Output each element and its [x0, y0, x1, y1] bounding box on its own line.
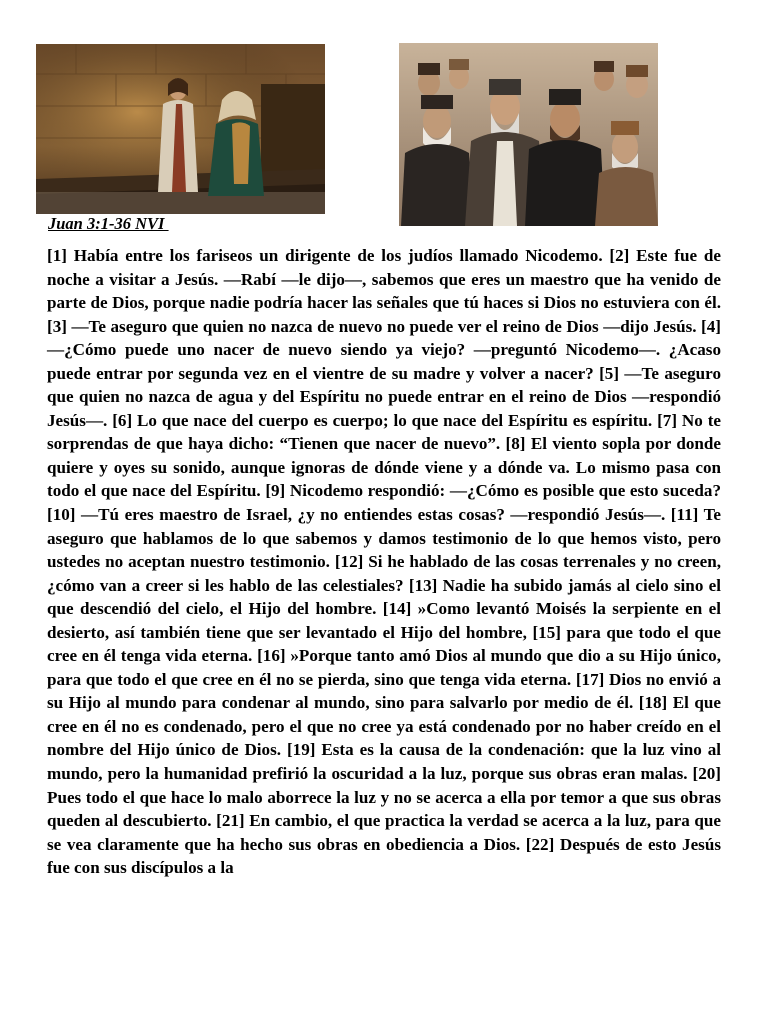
night-scene-illustration [36, 44, 325, 214]
pharisees-group-image [399, 43, 658, 226]
pharisees-illustration [399, 43, 658, 226]
jesus-nicodemus-night-scene-image [36, 44, 325, 214]
scripture-reference: Juan 3:1-36 NVI [48, 214, 169, 233]
scripture-passage: [1] Había entre los fariseos un dirigente de los judíos llamado Nicodemo. [2] Este fue de noche a visitar a Jesús. —Rabí —le dijo—, sabemos que eres un maestro que ha venido de parte de Dios, porque nadie podría hacer las señales que tú haces si Dios no estuviera con él. [3] —Te aseguro que quien no nazca de nuevo no puede ver el reino de Dios —dijo Jesús. [4] —¿Cómo puede uno nacer de nuevo siendo ya viejo? —preguntó Nicodemo—. ¿Acaso puede entrar por segunda vez en el vientre de su madre y volver a nacer? [5] —Te aseguro que quien no nazca de agua y del Espíritu no puede entrar en el reino de Dios —respondió Jesús—. [6] Lo que nace del cuerpo es cuerpo; lo que nace del Espíritu es espíritu. [7] No te sorprendas de que haya dicho: “Tienen que nacer de nuevo”. [8] El viento sopla por donde quiere y oyes su sonido, aunque ignoras de dónde viene y a dónde va. Lo mismo pasa con todo el que nace del Espíritu. [9] Nicodemo respondió: —¿Cómo es posible que esto suceda? [10] —Tú eres maestro de Israel, ¿y no entiendes estas cosas? —respondió Jesús—. [11] Te aseguro que hablamos de lo que sabemos y damos testimonio de lo que hemos visto, pero ustedes no aceptan nuestro testimonio. [12] Si he hablado de las cosas terrenales y no creen, ¿cómo van a creer si les hablo de las celestiales? [13] Nadie ha subido jamás al cielo sino el que descendió del cielo, el Hijo del hombre. [14] »Como levantó Moisés la serpiente en el desierto, así también tiene que ser levantado el Hijo del hombre, [15] para que todo el que cree en él tenga vida eterna. [16] »Porque tanto amó Dios al mundo que dio a su Hijo único, para que todo el que cree en él no se pierda, sino que tenga vida eterna. [17] Dios no envió a su Hijo al mundo para condenar al mundo, sino para salvarlo por medio de él. [18] El que cree en él no es condenado, pero el que no cree ya está condenado por no haber creído en el nombre del Hijo único de Dios. [19] Esta es la causa de la condenación: que la luz vino al mundo, pero la humanidad prefirió la oscuridad a la luz, porque sus obras eran malas. [20] Pues todo el que hace lo malo aborrece la luz y no se acerca a ella por temor a que sus obras queden al descubierto. [21] En cambio, el que practica la verdad se acerca a la luz, para que se vea claramente que ha hecho sus obras en obediencia a Dios. [22] Después de esto Jesús fue con sus discípulos a la [47, 246, 721, 878]
